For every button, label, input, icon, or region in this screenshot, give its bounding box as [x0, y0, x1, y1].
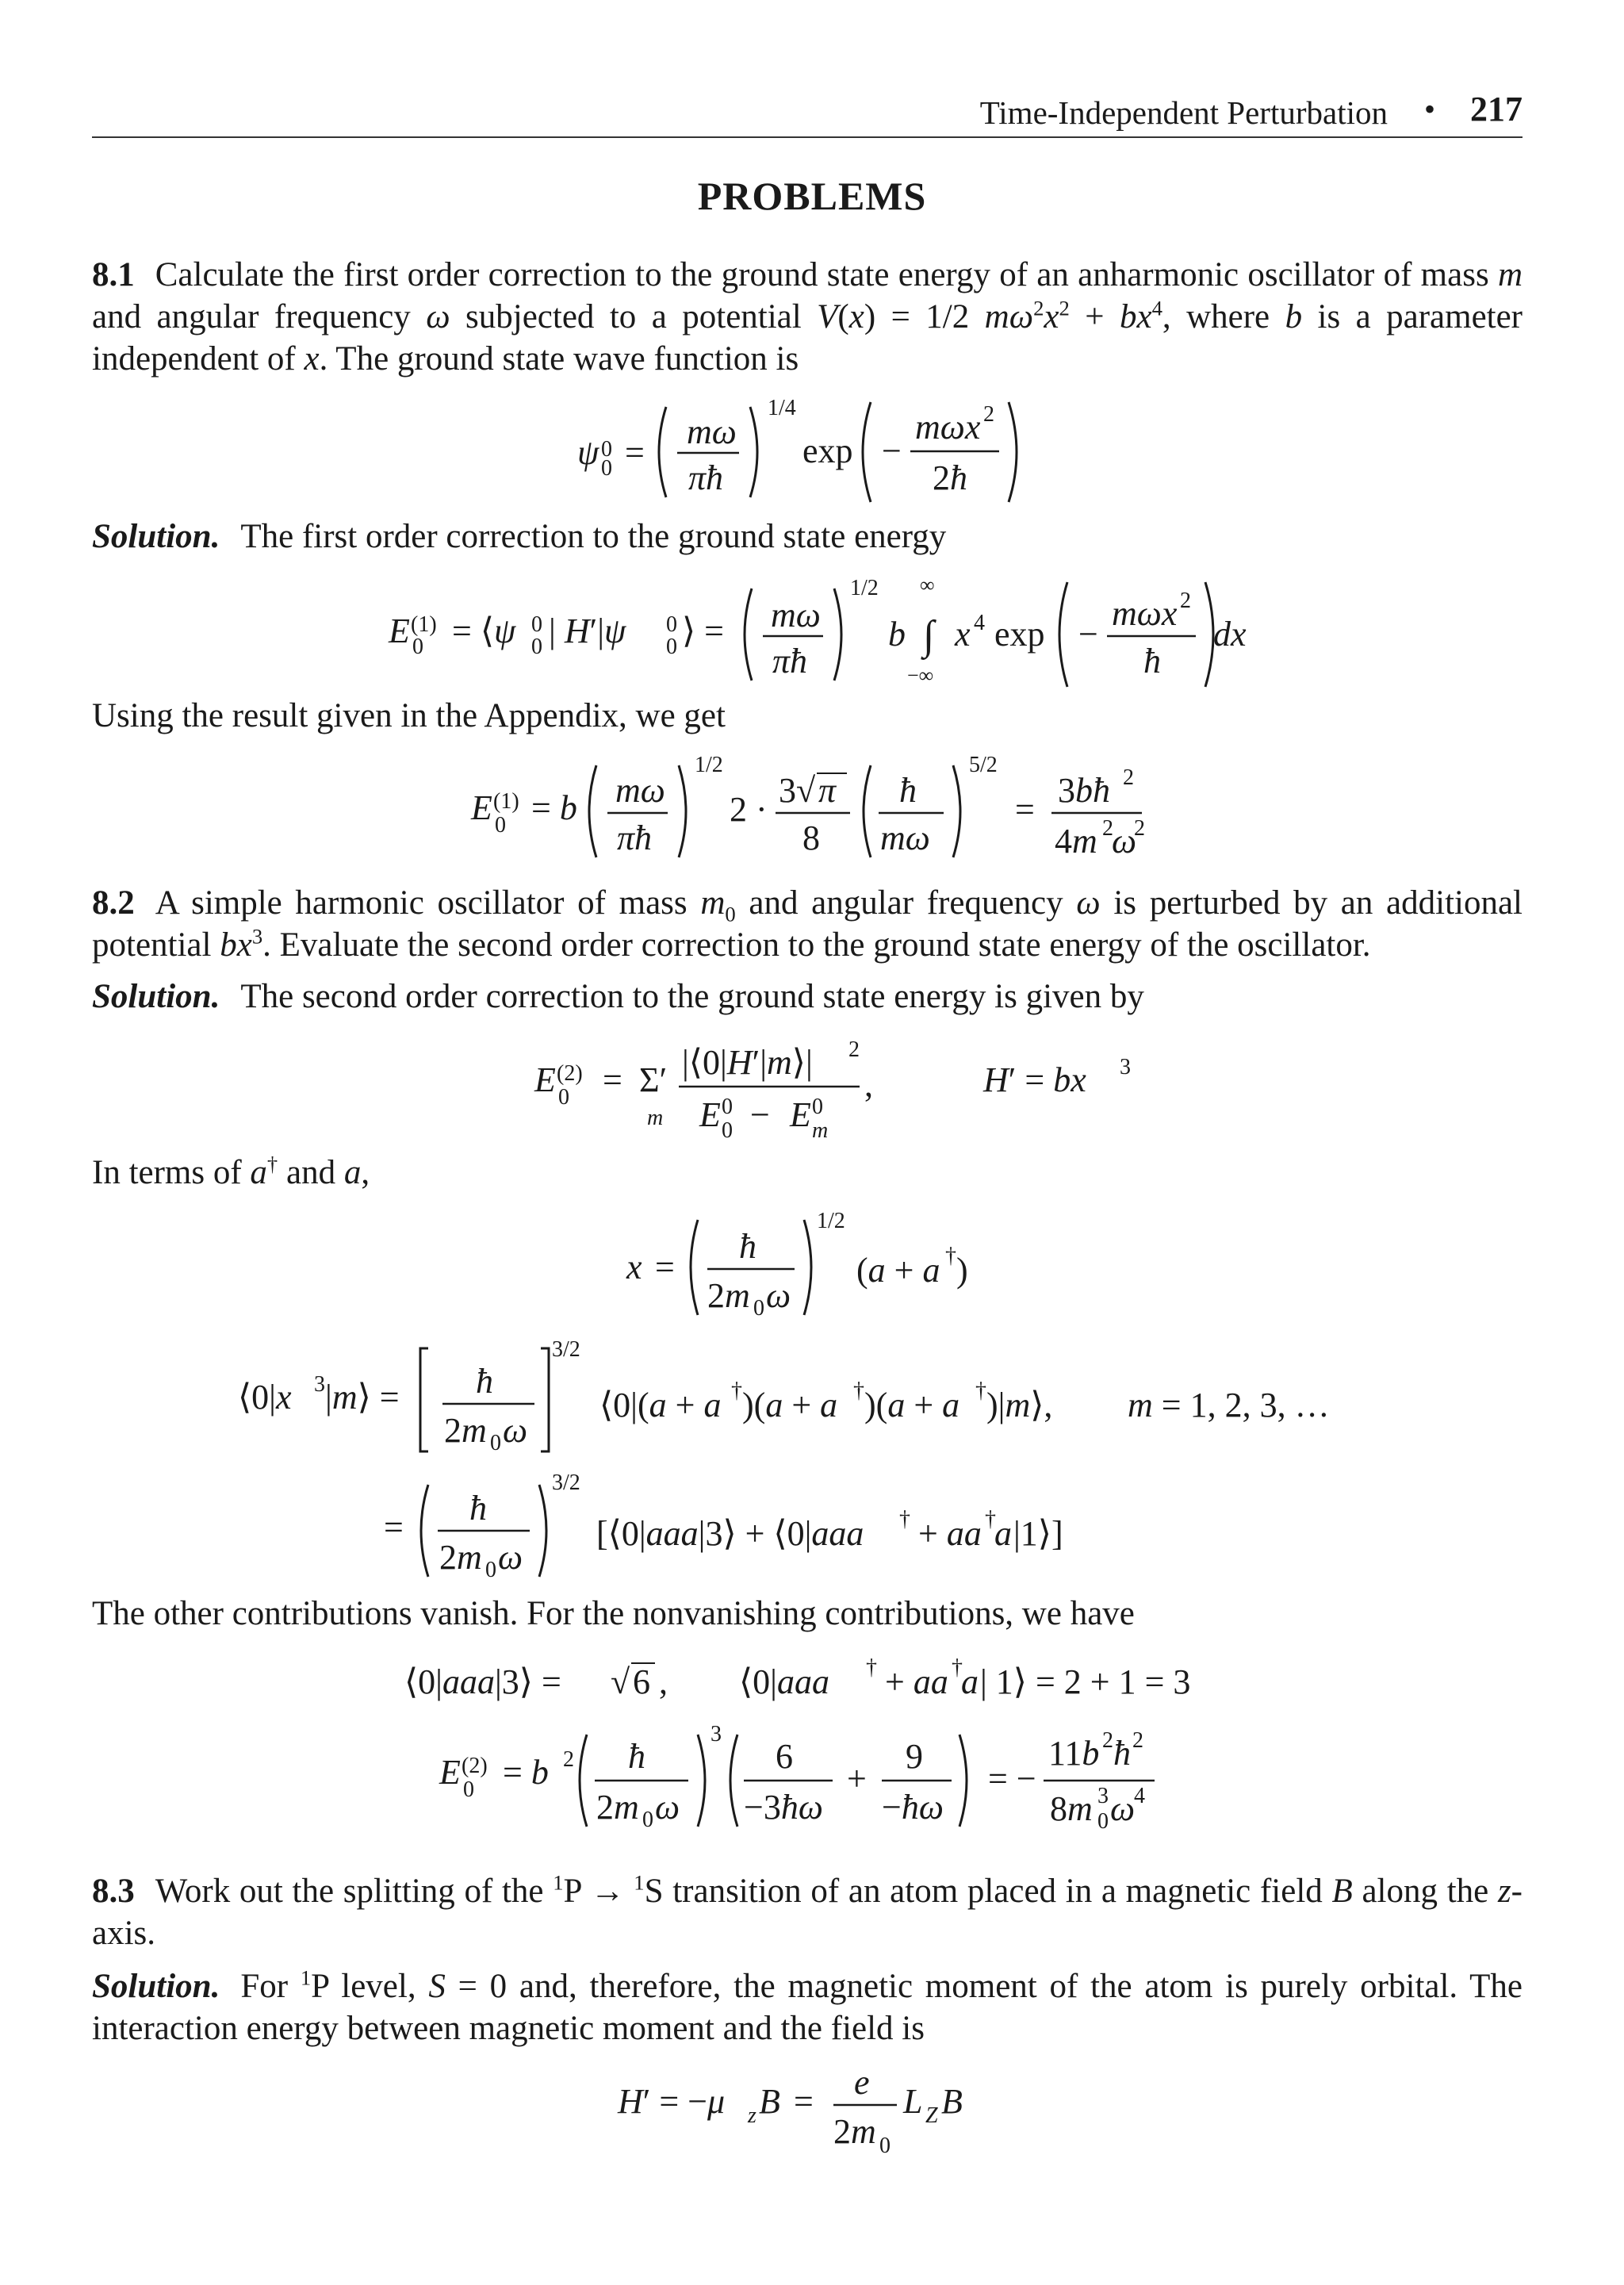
svg-text:8: 8	[802, 819, 820, 857]
svg-text:2: 2	[1132, 1728, 1143, 1753]
svg-text:0: 0	[722, 1095, 733, 1119]
svg-text:H′ = −μ: H′ = −μ	[618, 2082, 726, 2121]
svg-text:3/2: 3/2	[552, 1470, 580, 1495]
svg-text:0: 0	[1097, 1809, 1109, 1834]
svg-text:H′ = bx: H′ = bx	[983, 1060, 1086, 1099]
svg-text:4: 4	[1134, 1784, 1145, 1808]
svg-text:mωx: mωx	[915, 408, 981, 447]
svg-text:6 ,: 6 ,	[633, 1662, 668, 1701]
svg-text:ħ: ħ	[628, 1737, 645, 1776]
svg-text:0: 0	[601, 456, 612, 481]
svg-text:†: †	[945, 1244, 956, 1268]
svg-text:0: 0	[463, 1777, 474, 1802]
svg-text:mω: mω	[615, 771, 665, 810]
svg-text:m: m	[812, 1118, 829, 1143]
svg-text:⟩ =: ⟩ =	[682, 612, 724, 650]
svg-text:∞: ∞	[920, 573, 935, 596]
svg-text:2: 2	[983, 402, 994, 427]
svg-text:3/2: 3/2	[552, 1337, 580, 1362]
svg-text:x: x	[955, 615, 971, 654]
equation-ground-state-wavefunction	[555, 393, 1063, 516]
svg-text:B: B	[941, 2082, 963, 2121]
svg-text:a: a	[994, 1514, 1012, 1553]
svg-text:)(a + a: )(a + a	[742, 1386, 838, 1424]
svg-text:(a + a: (a + a	[856, 1251, 940, 1290]
svg-text:0: 0	[642, 1808, 653, 1832]
svg-text:dx: dx	[1213, 615, 1247, 654]
svg-text:√: √	[611, 1662, 630, 1701]
svg-text:2: 2	[1102, 1728, 1113, 1753]
equation-interaction-energy	[615, 2054, 1011, 2169]
svg-text:ω: ω	[503, 1411, 528, 1450]
svg-text:= ⟨ψ: = ⟨ψ	[452, 612, 516, 650]
problem-8-1-appendix-text: Using the result given in the Appendix, we get	[92, 697, 726, 734]
svg-text:m = 1, 2, 3, …: m = 1, 2, 3, …	[1128, 1386, 1330, 1424]
svg-text:πħ: πħ	[617, 819, 653, 857]
equation-x-cubed-nonzero-terms	[373, 1467, 1134, 1590]
svg-text:−ħω: −ħω	[882, 1788, 944, 1827]
svg-text:L: L	[903, 2082, 923, 2121]
svg-text:4m: 4m	[1055, 822, 1097, 861]
svg-text:11b: 11b	[1048, 1734, 1100, 1773]
svg-text:ω: ω	[655, 1788, 680, 1827]
svg-text:−∞: −∞	[907, 664, 934, 687]
svg-text:)(a + a: )(a + a	[864, 1386, 960, 1424]
svg-text:4: 4	[974, 611, 985, 635]
svg-text:0: 0	[666, 612, 677, 637]
problem-8-2-ladder-text: In terms of a† and a,	[92, 1152, 370, 1191]
svg-text:ω: ω	[766, 1276, 791, 1315]
problem-8-3-statement: 8.3 Work out the splitting of the $^1$P → $^1$S transition of an atom placed in a magnetic field B along the z-axis.	[92, 1870, 1522, 1952]
svg-text:=: =	[1015, 790, 1035, 829]
equation-second-order-result	[436, 1717, 1197, 1848]
svg-text:=: =	[384, 1508, 404, 1547]
svg-text:ħ: ħ	[1113, 1734, 1131, 1773]
svg-text:2m: 2m	[707, 1276, 750, 1315]
svg-text:−: −	[750, 1095, 770, 1134]
svg-text:)|m⟩,: )|m⟩,	[986, 1386, 1053, 1424]
svg-text:0: 0	[558, 1085, 569, 1110]
svg-text:0: 0	[601, 437, 612, 462]
svg-text:0: 0	[812, 1095, 823, 1119]
svg-text:1/2: 1/2	[695, 753, 723, 777]
svg-text:x: x	[626, 1248, 642, 1286]
svg-text:2ħ: 2ħ	[933, 458, 967, 497]
svg-text:ω: ω	[498, 1538, 523, 1577]
svg-text:= −: = −	[988, 1759, 1036, 1798]
svg-text:E: E	[471, 788, 492, 827]
svg-text:2: 2	[563, 1747, 574, 1772]
svg-text:†: †	[899, 1507, 910, 1532]
svg-text:= b: = b	[531, 788, 577, 827]
svg-text:2m: 2m	[439, 1538, 482, 1577]
svg-text:ħ: ħ	[739, 1227, 756, 1266]
svg-text:πħ: πħ	[688, 458, 724, 497]
equation-nonvanishing-contributions	[396, 1646, 1237, 1713]
svg-text:exp: exp	[802, 431, 853, 470]
svg-text:2: 2	[848, 1037, 860, 1062]
svg-text:2m: 2m	[596, 1788, 639, 1827]
svg-text:+: +	[847, 1759, 867, 1798]
svg-text:ψ: ψ	[577, 433, 599, 472]
svg-text:Σ′: Σ′	[639, 1060, 668, 1099]
svg-text:b: b	[888, 615, 906, 654]
problem-8-2-solution-intro: Solution. The second order correction to the ground state energy is given by	[92, 978, 1144, 1015]
svg-text:ħ: ħ	[1143, 642, 1161, 681]
svg-text:3: 3	[1097, 1784, 1109, 1808]
svg-text:2: 2	[1102, 816, 1113, 841]
svg-text:√: √	[796, 771, 816, 810]
svg-text:†: †	[731, 1378, 742, 1403]
svg-text:+ aa: + aa	[885, 1662, 948, 1701]
svg-text:E: E	[790, 1095, 811, 1134]
svg-text:1/4: 1/4	[768, 396, 796, 420]
problem-number: 8.3	[92, 1873, 135, 1910]
svg-text:†: †	[866, 1655, 877, 1680]
header-bullet: •	[1423, 91, 1435, 127]
equation-first-order-result	[468, 750, 1182, 872]
svg-text:−: −	[1078, 615, 1098, 654]
svg-text:(2): (2)	[557, 1061, 583, 1086]
svg-text:): )	[956, 1251, 968, 1290]
svg-text:0: 0	[490, 1431, 501, 1455]
section-title: PROBLEMS	[697, 174, 927, 218]
svg-text:=: =	[794, 2082, 814, 2121]
problem-8-1-statement: 8.1 Calculate the first order correction to the ground state energy of an anharmonic oscillator of mass m and angular frequency ω subjected to a potential V(x) = 1/2 $m\omega^2x^2 + bx^4$, where b is a parameter independent of x. The ground state wave function is	[92, 256, 1523, 378]
svg-text:π: π	[818, 771, 837, 810]
svg-text:†: †	[975, 1378, 986, 1403]
svg-text:3: 3	[314, 1372, 325, 1397]
problem-number: 8.2	[92, 884, 135, 922]
svg-text:3: 3	[1120, 1055, 1131, 1079]
svg-text:(1): (1)	[411, 612, 437, 637]
svg-text:1/2: 1/2	[850, 576, 879, 600]
svg-text:mωx: mωx	[1112, 594, 1178, 633]
svg-text:−: −	[882, 431, 902, 470]
equation-x-cubed-matrix-element	[230, 1337, 1388, 1463]
svg-text:=: =	[603, 1060, 622, 1099]
equation-first-order-integral	[381, 571, 1253, 702]
svg-text:9: 9	[906, 1737, 923, 1776]
svg-text:5/2: 5/2	[969, 753, 998, 777]
svg-text:0: 0	[531, 612, 542, 637]
svg-text:2: 2	[1180, 589, 1191, 613]
svg-text:0: 0	[722, 1118, 733, 1143]
running-header	[92, 89, 1522, 138]
solution-label: Solution.	[92, 1968, 220, 2005]
svg-text:⟨0|aaa: ⟨0|aaa	[739, 1662, 829, 1701]
svg-text:8m: 8m	[1050, 1789, 1093, 1828]
svg-text:Z: Z	[925, 2103, 938, 2128]
svg-text:⟨0|aaa|3⟩ =: ⟨0|aaa|3⟩ =	[404, 1662, 561, 1701]
svg-text:=: =	[625, 433, 645, 472]
svg-text:ω: ω	[1112, 822, 1137, 861]
svg-text:6: 6	[776, 1737, 793, 1776]
svg-text:e: e	[854, 2063, 870, 2102]
svg-text:=: =	[655, 1248, 675, 1286]
svg-text:mω: mω	[880, 819, 930, 857]
svg-text:|⟨0|H′|m⟩|: |⟨0|H′|m⟩|	[682, 1043, 813, 1082]
svg-text:m: m	[647, 1106, 664, 1130]
svg-text:⟨0|(a + a: ⟨0|(a + a	[599, 1386, 722, 1424]
svg-text:+ aa: + aa	[918, 1514, 982, 1553]
svg-text:(1): (1)	[493, 789, 519, 814]
equation-x-ladder	[619, 1206, 999, 1328]
svg-text:exp: exp	[994, 615, 1045, 654]
svg-text:0: 0	[531, 635, 542, 659]
svg-text:0: 0	[879, 2134, 891, 2158]
svg-text:| H′|ψ: | H′|ψ	[549, 612, 626, 650]
problem-number: 8.1	[92, 256, 135, 293]
svg-text:a: a	[961, 1662, 979, 1701]
svg-text:|m⟩ =: |m⟩ =	[325, 1378, 400, 1417]
svg-text:0: 0	[753, 1296, 764, 1321]
svg-text:†: †	[853, 1378, 864, 1403]
svg-text:2m: 2m	[444, 1411, 487, 1450]
svg-text:2: 2	[1123, 765, 1134, 790]
svg-text:B: B	[759, 2082, 780, 2121]
svg-text:mω: mω	[771, 596, 821, 635]
svg-text:ω: ω	[1110, 1789, 1136, 1828]
page-number: 217	[1470, 90, 1522, 128]
svg-text:πħ: πħ	[772, 642, 808, 681]
svg-text:2 ·: 2 ·	[730, 790, 768, 829]
svg-text:E: E	[534, 1060, 556, 1099]
svg-text:ħ: ħ	[476, 1362, 493, 1401]
problem-8-2-statement: 8.2 A simple harmonic oscillator of mass $m_0$ and angular frequency ω is perturbed by an additional potential $bx^3$. Evaluate the second order correction to the ground state energy of the oscillator.	[92, 884, 1522, 964]
svg-text:⟨0|x: ⟨0|x	[238, 1378, 292, 1417]
running-title: Time-Independent Perturbation	[979, 94, 1388, 131]
problem-8-1-solution-intro: Solution. The first order correction to the ground state energy	[92, 518, 947, 555]
svg-text:1/2: 1/2	[817, 1209, 845, 1233]
svg-text:E: E	[389, 612, 410, 650]
svg-text:2: 2	[1134, 816, 1145, 841]
problem-8-2-vanish-text: The other contributions vanish. For the nonvanishing contributions, we have	[92, 1595, 1135, 1632]
solution-label: Solution.	[92, 518, 220, 555]
solution-label: Solution.	[92, 978, 220, 1015]
svg-text:†: †	[952, 1655, 963, 1680]
svg-text:z: z	[748, 2103, 756, 2128]
svg-text:−3ħω: −3ħω	[744, 1788, 823, 1827]
svg-text:3: 3	[779, 771, 796, 810]
svg-text:†: †	[985, 1507, 996, 1532]
problem-8-3-solution: Solution. For $^1$P level, S = 0 and, therefore, the magnetic moment of the atom is purely orbital. The interaction energy between magnetic moment and the field is	[92, 1965, 1523, 2047]
svg-text:3: 3	[710, 1722, 722, 1746]
svg-text:mω: mω	[687, 412, 737, 451]
svg-text:(2): (2)	[462, 1754, 488, 1778]
svg-text:ħ: ħ	[469, 1489, 487, 1528]
svg-text:E: E	[699, 1095, 721, 1134]
svg-text:[⟨0|aaa|3⟩ + ⟨0|aaa: [⟨0|aaa|3⟩ + ⟨0|aaa	[596, 1514, 864, 1553]
svg-text:∫: ∫	[923, 613, 935, 658]
svg-text:0: 0	[495, 813, 506, 838]
svg-text:E: E	[439, 1753, 461, 1792]
svg-text:0: 0	[485, 1558, 496, 1582]
svg-text:|1⟩]: |1⟩]	[1013, 1514, 1063, 1553]
svg-text:= b: = b	[503, 1753, 549, 1792]
svg-text:0: 0	[412, 635, 423, 659]
svg-text:3bħ: 3bħ	[1058, 771, 1110, 810]
svg-text:| 1⟩ = 2 + 1 = 3: | 1⟩ = 2 + 1 = 3	[980, 1662, 1191, 1701]
equation-second-order-sum	[531, 1031, 1134, 1154]
svg-text:2m: 2m	[833, 2112, 876, 2151]
svg-text:,: ,	[864, 1065, 873, 1104]
svg-text:0: 0	[666, 635, 677, 659]
svg-text:ħ: ħ	[899, 771, 917, 810]
